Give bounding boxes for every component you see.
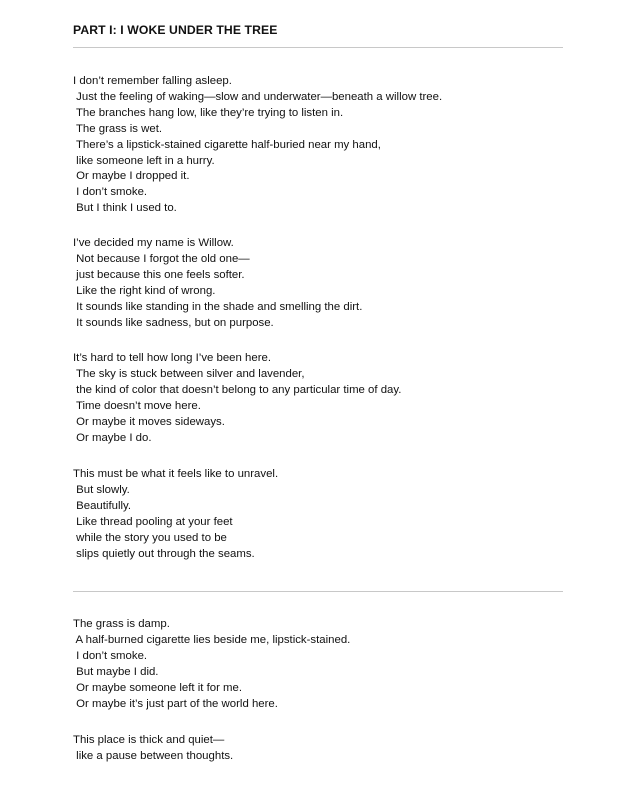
poem-line: There’s a lipstick-stained cigarette half-buried near my hand, (73, 138, 381, 151)
poem-line: But I think I used to. (73, 202, 177, 215)
stanza-3 (73, 351, 401, 446)
divider-top (73, 47, 563, 48)
poem-line: Like the right kind of wrong. (73, 284, 216, 297)
poem-line: Just the feeling of waking—slow and underwater—beneath a willow tree. (73, 90, 443, 103)
poem-line: But maybe I did. (73, 665, 159, 678)
poem-line: Like thread pooling at your feet (73, 515, 233, 528)
poem-line: I don’t smoke. (73, 649, 148, 662)
poem-line: while the story you used to be (73, 531, 227, 544)
poem-line: This must be what it feels like to unravel. (73, 468, 279, 480)
poem-line: Or maybe someone left it for me. (73, 681, 243, 694)
divider-section (73, 591, 563, 592)
poem-line: It sounds like standing in the shade and smelling the dirt. (73, 300, 363, 313)
poem-line: Or maybe I do. (73, 431, 152, 444)
poem-line: Beautifully. (73, 499, 132, 512)
poem-line: I’ve decided my name is Willow. (73, 237, 234, 249)
poem-line: Not because I forgot the old one— (73, 252, 250, 265)
poem-line: I don’t smoke. (73, 186, 148, 199)
poem-line: The branches hang low, like they’re trying to listen in. (73, 106, 344, 119)
poem-line: The grass is damp. (73, 618, 170, 630)
poem-line: like someone left in a hurry. (73, 154, 215, 167)
poem-line: The grass is wet. (73, 122, 163, 135)
stanza-5 (73, 617, 350, 712)
poem-line: Or maybe it’s just part of the world here. (73, 697, 278, 710)
poem-line: slips quietly out through the seams. (73, 547, 255, 560)
poem-line: A half-burned cigarette lies beside me, lipstick-stained. (73, 633, 351, 646)
poem-line: But slowly. (73, 483, 130, 496)
stanza-1 (73, 74, 442, 217)
poem-line: Or maybe I dropped it. (73, 170, 190, 183)
stanza-2 (73, 236, 362, 331)
stanza-6 (73, 733, 233, 765)
poem-line: I don’t remember falling asleep. (73, 75, 232, 87)
poem-line: It sounds like sadness, but on purpose. (73, 316, 274, 329)
poem-line: It’s hard to tell how long I’ve been here. (73, 352, 271, 364)
stanza-4 (73, 467, 278, 562)
poem-line: The sky is stuck between silver and lavender, (73, 367, 305, 380)
section-title: PART I: I WOKE UNDER THE TREE (73, 23, 278, 37)
poem-line: just because this one feels softer. (73, 268, 245, 281)
poem-line: like a pause between thoughts. (73, 749, 234, 762)
poem-line: the kind of color that doesn’t belong to any particular time of day. (73, 383, 402, 396)
poem-line: Or maybe it moves sideways. (73, 415, 225, 428)
poem-line: This place is thick and quiet— (73, 734, 225, 746)
poem-line: Time doesn’t move here. (73, 399, 201, 412)
